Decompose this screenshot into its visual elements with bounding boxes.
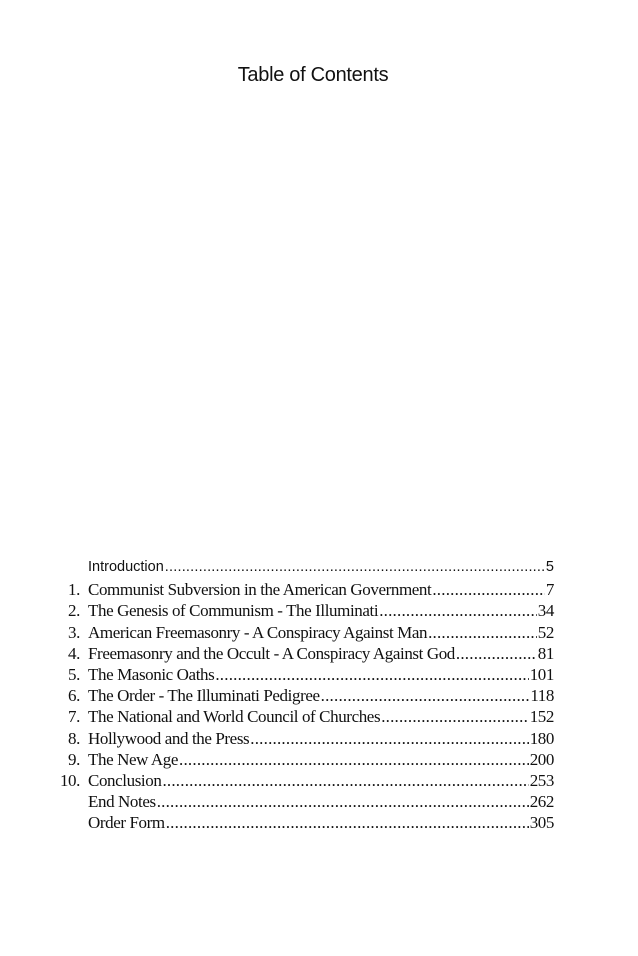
dot-leader	[165, 559, 545, 575]
toc-entry-page: 81	[537, 643, 554, 663]
toc-entry-title: The Genesis of Communism - The Illuminati	[88, 601, 379, 621]
toc-entry-page: 200	[529, 749, 554, 769]
toc-entry-page: 118	[530, 686, 554, 706]
toc-entry	[46, 750, 554, 771]
toc-entry-title: End Notes	[88, 792, 156, 812]
toc-entry	[46, 644, 554, 665]
dot-leader	[215, 665, 528, 685]
toc-entry	[46, 686, 554, 707]
toc-entry-number: 8.	[68, 728, 80, 748]
toc-entry-page: 152	[529, 707, 554, 727]
toc-entry-page: 52	[537, 622, 554, 642]
dot-leader	[250, 729, 528, 749]
toc-entry-title: Introduction	[88, 559, 164, 575]
toc-entry	[46, 601, 554, 622]
dot-leader	[456, 644, 537, 664]
toc-entry-page: 7	[545, 580, 554, 600]
toc-entry	[46, 707, 554, 728]
toc-entry-page: 34	[537, 601, 554, 621]
toc-entry-number: 2.	[68, 601, 80, 621]
toc-entry	[46, 771, 554, 792]
toc-entry-page: 253	[529, 770, 554, 790]
dot-leader	[162, 771, 528, 791]
toc-entry-title: Conclusion	[88, 770, 162, 790]
toc-entry	[46, 580, 554, 601]
toc-entry-title: American Freemasonry - A Conspiracy Against Man	[88, 622, 428, 642]
dot-leader	[428, 623, 537, 643]
toc-entry	[46, 729, 554, 750]
toc-entry	[46, 559, 554, 580]
toc-entry	[46, 623, 554, 644]
toc-entry-number: 6.	[68, 686, 80, 706]
toc-entry-title: The Masonic Oaths	[88, 664, 215, 684]
toc-entry-number: 10.	[59, 770, 80, 790]
toc-entry-number: 3.	[68, 622, 80, 642]
toc-entry-page: 5	[545, 559, 554, 575]
toc-entry-number: 1.	[68, 580, 80, 600]
toc-entry-number: 7.	[68, 707, 80, 727]
toc-entry-page: 262	[529, 792, 554, 812]
toc-entry-title: The Order - The Illuminati Pedigree	[88, 686, 320, 706]
dot-leader	[321, 686, 530, 706]
toc-entry-title: Freemasonry and the Occult - A Conspiracy Against God	[88, 643, 455, 663]
toc-entry-title: Hollywood and the Press	[88, 728, 250, 748]
page-title: Table of Contents	[237, 64, 389, 86]
toc-entry-number: 9.	[68, 749, 80, 769]
table-of-contents	[46, 559, 554, 834]
toc-entry	[46, 665, 554, 686]
dot-leader	[166, 813, 529, 833]
toc-entry-title: The New Age	[88, 749, 179, 769]
dot-leader	[381, 707, 529, 727]
toc-entry-page: 180	[529, 728, 554, 748]
toc-entry	[46, 813, 554, 834]
toc-entry-number: 4.	[68, 643, 80, 663]
toc-entry	[46, 792, 554, 813]
dot-leader	[157, 792, 529, 812]
dot-leader	[379, 601, 537, 621]
toc-entry-title: Order Form	[88, 813, 165, 833]
toc-entry-title: The National and World Council of Churches	[88, 707, 381, 727]
dot-leader	[179, 750, 529, 770]
toc-entry-number: 5.	[68, 664, 80, 684]
toc-entry-title: Communist Subversion in the American Government	[88, 580, 432, 600]
toc-entry-page: 305	[529, 813, 554, 833]
toc-entry-page: 101	[529, 664, 554, 684]
dot-leader	[432, 580, 545, 600]
